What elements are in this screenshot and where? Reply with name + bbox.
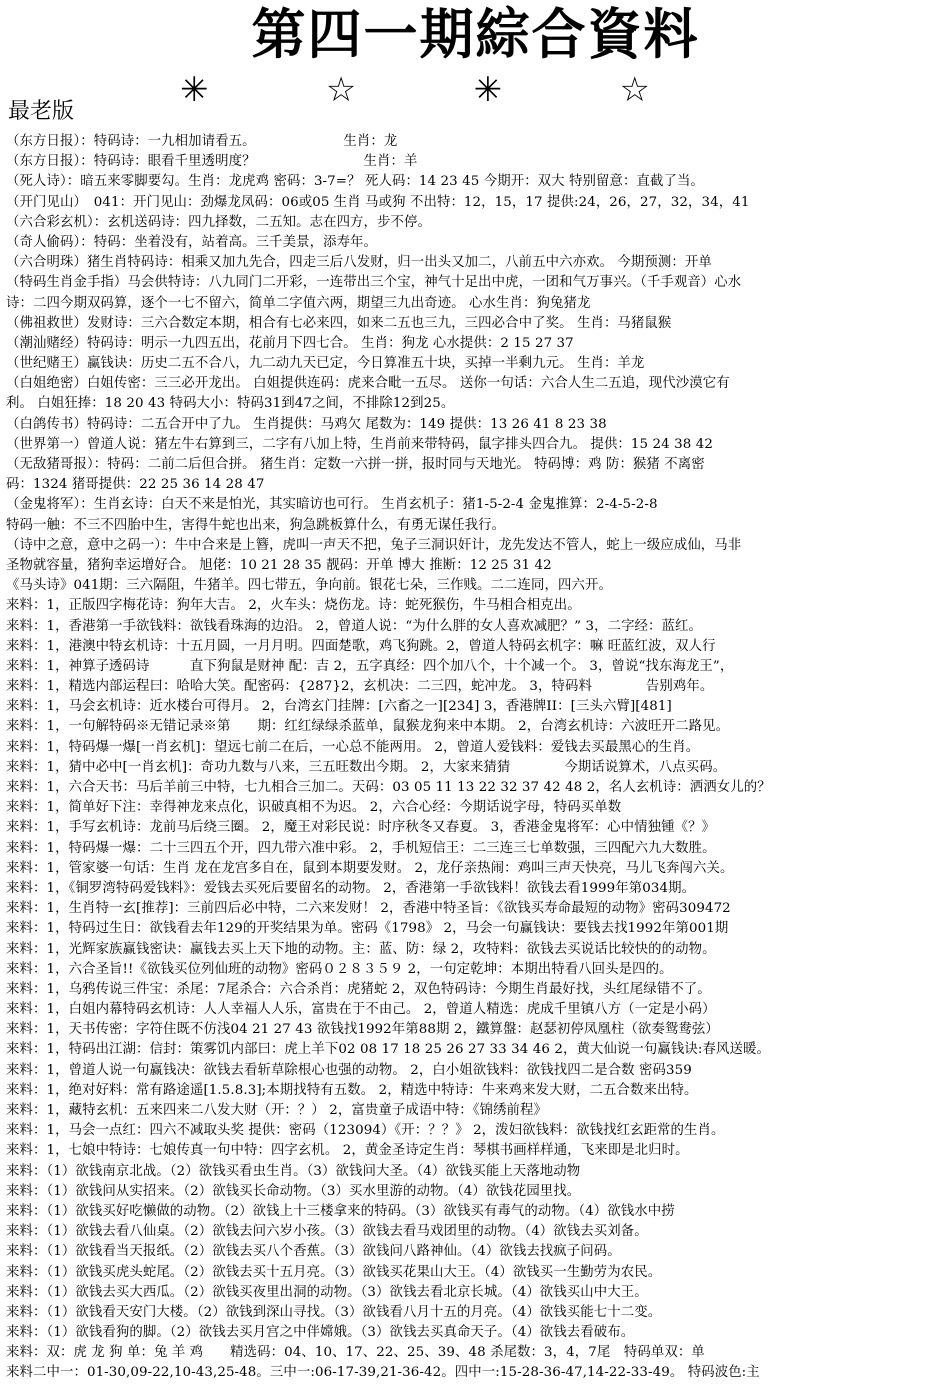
text-line: （世纪赌王）赢钱诀：历史二五不合八，九二动九天已定，今日算准五十块，买掉一半剩九元。 生肖：羊龙 [6,356,645,372]
text-line: 来料：（1）欲钱南京北战。（2）欲钱买看虫生肖。（3）欲钱问大圣。（4）欲钱买能上天落地动物 [6,1163,581,1179]
text-line: 来料：1，马会一点红：四六不减取头奖 提供：密码（123094）《开：？？》 2，泼妇欲钱料：欲钱找红玄距常的生肖。 [6,1123,725,1139]
star-decoration [180,70,650,110]
text-line: 来料：1，马会玄机诗：近水楼台可得月。 2，台湾玄门挂牌：[六畜之一][234] 3，香港牌II：[三头六臂][481] [6,699,672,715]
document-body [6,132,946,1387]
text-line: 来料：1，光辉家族赢钱密诀：赢钱去买上天下地的动物。主：蓝、防：绿 2，攻特料：欲钱去买说话比较快的的动物。 [6,941,716,957]
text-line: 来料：1，《铜罗湾特码爱钱料》：爱钱去买死后要留名的动物。 2，香港第一手欲钱料！欲钱去看1999年第034期。 [6,880,696,896]
text-line: 来料：1，正版四字梅花诗：狗年大吉。 2，火车头：烧伤龙。诗：蛇死猴伤，牛马相合相克出。 [6,598,581,614]
text-line: 来料：1，一句解特码※无错记录※第 期：红红绿绿杀蓝单，鼠猴龙狗来中本期。 2，台湾玄机诗：六波旺开二路见。 [6,719,730,735]
text-line: （白鸽传书）特码诗：二五合开中了九。 生肖提供：马鸡欠 尾数为：149 提供：13 26 41 8 23 38 [6,416,607,432]
text-line: 来料：（1）欲钱看狗的脚。（2）欲钱去买月宫之中伴嫦娥。（3）欲钱去买真命天子。（4）欲钱去看破布。 [6,1325,635,1341]
text-line: 圣物就容量，猪狗幸运增好合。 旭佬：10 21 28 35 靓码：开单 博大 推断：12 25 31 42 [6,557,552,573]
text-line: 来料：1，白姐内幕特码玄机诗：人人幸福人人乐，富贵在于不由己。 2，曾道人精选：虎成千里镇八方（一定是小码） [6,1002,716,1018]
text-line: 来料：1，管家婆一句话：生肖 龙在龙宫多自在，鼠到本期要发财。 2，龙仔亲热闹：鸡叫三声天快亮，马儿飞奔闯六关。 [6,860,734,876]
text-line: （金鬼将军）：生肖玄诗：白天不来是怕光，其实暗访也可行。 生肖玄机子：猪1-5-2-4 金鬼推算：2-4-5-2-8 [6,497,658,513]
text-line: 来料：1，特码过生日：欲钱看去年129的开奖结果为单。密码《1798》 2，马会一句赢钱诀：要钱去找1992年第001期 [6,921,729,937]
asterisk-icon: ✳ [473,70,503,110]
text-line: 来料：1，六合天书：马后羊前三中特，七九相合三加二。天码：03 05 11 13 22 32 37 42 48 2，名人玄机诗：洒洒女儿的？ [6,780,771,795]
text-line: （六合明珠）猪生肖特码诗：相乘又加九先合，四走三后八发财，归一出头又加二，八前五中六亦欢。 今期预测：开单 [6,255,712,271]
page-title: 第四一期綜合資料 [251,3,700,66]
edition-label: 最老版 [8,99,75,124]
text-line: （六合彩玄机）：玄机送码诗：四九择数，二五知。志在四方，步不停。 [6,214,431,230]
star-icon: ☆ [619,70,650,110]
text-line: 来料：1，神算子透码诗 直下狗鼠是财神 配：吉 2，五字真经：四个加八个，十个减一个。 3，曾说“找东海龙王”， [6,658,734,674]
text-line: 来料：1，猜中必中[一肖玄机]：奇功九数与八来，三五旺数出今期。 2，大家来猜猜 今期话说算术，八点买码。 [6,759,727,775]
text-line: 来料：（1）欲钱看天安门大楼。（2）欲钱到深山寻找。（3）欲钱看八月十五的月亮。（4）欲钱买能七十二变。 [6,1304,662,1320]
text-line: 《马头诗》041期：三六隔阻，牛猪羊。四七带五，争向前。银花七朵，三作贱。二二连同，四六开。 [6,578,612,594]
text-line: 来料：1，手写玄机诗：龙前马后绕三圈。 2，魔王对彩民说：时序秋冬又春夏。 3，香港金鬼将军：心中情独锺《？》 [6,820,716,836]
text-line: 来料：（1）欲钱买好吃懒做的动物。（2）欲钱上十三楼拿来的特码。（3）欲钱买有毒气的动物。（4）欲钱水中捞 [6,1203,675,1219]
star-icon: ☆ [325,70,357,110]
text-line: 来料：1，六合圣旨!!《欲钱买位列仙班的动物》密码０２８３５９ 2，一句定乾坤：本期出特看八回头是四的。 [6,961,673,977]
text-line: 来料：1，精选内部运程曰：哈哈大笑。配密码：{287}2，玄机决：二三四，蛇冲龙。 3，特码料 告别鸡年。 [6,679,714,695]
text-line: 诗：二四今期双码算，逐个一七不留六，简单二字值六两，期望三九出奇迹。 心水生肖：狗兔猪龙 [6,295,591,311]
text-line: 来料：1，特码出江湖：信封：策雾饥内部曰：虎上羊下02 08 17 18 25 26 27 33 34 46 2，黄大仙说一句赢钱诀:春风送暖。 [6,1042,770,1058]
text-line: 来料：1，简单好下注：幸得神龙来点化，识破真相不为迟。 2，六合心经：今期话说字母，特码买单数 [6,800,622,816]
text-line: 来料二中一：01-30,09-22,10-43,25-48。三中一:06-17-39,21-36-42。四中一:15-28-36-47,14-22-33-49。 特码波色:主 [6,1365,760,1381]
text-line: 来料：（1）欲钱去买大西瓜。（2）欲钱买夜里出洞的动物。（3）欲钱去看北京长城。（4）欲钱买山中大王。 [6,1284,648,1300]
text-line: （东方日报）：特码诗：一九相加请看五。 生肖：龙 [6,134,398,149]
text-line: 码：1324 猪哥提供：22 25 36 14 28 47 [6,477,265,493]
text-line: 来料：1，特码爆一爆：二十三四五个开，四九带六准中彩。 2，手机短信王：二三连三七单数强，三四配六九大数胜。 [6,840,716,856]
text-line: 来料：1，乌鸦传说三件宝：杀尾：7尾杀合：六合杀肖：虎猪蛇 2，双色特码诗：今期生肖最好找，头红尾绿错不了。 [6,981,711,997]
text-line: （白姐绝密）白姐传密：三三必开龙出。 白姐提供连码：虎来合毗一五尽。 送你一句话：六合人生二五追，现代沙漠它有 [6,376,730,392]
text-line: （潮汕赌经）特码诗：明示一九四五出，花前月下四七合。 生肖：狗龙 心水提供：2 15 27 37 [6,335,574,351]
text-line: 来料：（1）欲钱买虎头蛇尾。（2）欲钱去买十五月亮。（3）欲钱买花果山大王。（4）欲钱买一生勤劳为农民。 [6,1264,662,1280]
text-line: 利。 白姐狂捧：18 20 43 特码大小：特码31到47之间，不排除12到25。 [6,396,455,412]
text-line: 来料：1，天书传密：字符住既不仿浅04 21 27 43 欲钱找1992年第88期 2，鐵算盤：赵瑟初停凤凰柱（欲奏鸳鸯弦） [6,1022,719,1038]
text-line: 来料：1，绝对好料：常有路途遥[1.5.8.3];本期找特有五数。 2，精选中特诗：牛来鸡来发大财，二五合数来出特。 [6,1082,698,1098]
text-line: 来料：（1）欲钱问从实招来。（2）欲钱买长命动物。（3）买水里游的动物。（4）欲钱花园里找。 [6,1183,581,1199]
text-line: 来料：（1）欲钱去看八仙桌。（2）欲钱去问六岁小孩。（3）欲钱去看马戏团里的动物。（4）欲钱去买刘备。 [6,1224,648,1240]
text-line: （奇人偷码）：特码：坐着没有，站着高。三千美景，添寿年。 [6,234,378,250]
text-line: 来料：1，特码爆一爆[一肖玄机]：望远七前二在后，一心总不能两用。 2，曾道人爱钱料：爱钱去买最黑心的生肖。 [6,739,700,755]
text-line: 来料：双：虎 龙 狗 单：兔 羊 鸡 精选码：04、10、17、22、25、39、48 杀尾数：3，4，7尾 特码单双：单 [6,1345,705,1361]
text-line: （开门见山） 041：开门见山：劲爆龙凤码：06或05 生肖 马或狗 不出特：12，15，17 提供:24，26，27，32，34，41 [6,194,750,210]
text-line: （特码生肖金手指）马会供特诗：八九同门二开彩，一连带出三个宝，神气十足出中虎，一团和气万事兴。（千手观音）心水 [6,275,742,291]
text-line: 来料：（1）欲钱看当天报纸。（2）欲钱去买八个香蕉。（3）欲钱问八路神仙。（4）欲钱去找疯子问码。 [6,1244,621,1260]
text-line: 来料：1，香港第一手欲钱料：欲钱看珠海的边沿。 2，曾道人说：“为什么胖的女人喜欢减肥？” 3，二字经：蓝红。 [6,618,703,634]
text-line: 特码一触：不三不四胎中生，害得牛蛇也出来，狗急跳板算什么，有勇无谋任我行。 [6,517,506,533]
text-line: 来料：1，港澳中特玄机诗：十五月圆，一月月明。四面楚歌，鸡飞狗跳。2，曾道人特码玄机字：嘛 旺蓝红波，双人行 [6,638,716,654]
text-line: （死人诗）：暗五来零脚要勾。生肖：龙虎鸡 密码：3-7=？ 死人码：14 23 45 今期开：双大 特别留意：直截了当。 [6,174,704,190]
text-line: （世界第一）曾道人说：猪左牛右算到三，二字有八加上特，生肖前来带特码，鼠字排头四合九。 提供：15 24 38 42 [6,436,713,452]
text-line: （无敌猪哥报）：特码：二前二后但合拼。 猪生肖：定数一六拼一拼，报时同与天地光。 特码博：鸡 防：猴猪 不离密 [6,457,705,472]
text-line: （诗中之意，意中之码一）：牛中合来是上簪，虎叫一声天不把，兔子三洞识奸计，龙先发达不管人，蛇上一级应成仙，马非 [6,537,742,553]
text-line: （东方日报）：特码诗：眼看千里透明度？ 生肖：羊 [6,154,418,170]
text-line: 来料：1，七娘中特诗：七娘传真一句中特：四字玄机。 2，黄金圣诗定生肖：琴棋书画样样通，飞来即是北归时。 [6,1143,689,1159]
text-line: 来料：1，藏特玄机：五来四来二八发大财（开：？） 2，富贵童子成语中特：《锦绣前程》 [6,1103,548,1118]
text-line: （佛祖救世）发财诗：三六合数定本期，相合有七必来四，如来二五也三九，三四必合中了奖。 生肖：马猪鼠猴 [6,315,672,331]
asterisk-icon: ✳ [180,70,209,110]
text-line: 来料：1，生肖特一玄[推荐]：三前四后必中特，二六来发财！ 2，香港中特圣旨：《欲钱买寿命最短的动物》密码309472 [6,901,731,917]
text-line: 来料：1，曾道人说一句赢钱决：欲钱去看斩草除根心也强的动物。 2，白小姐欲钱料：欲钱找四二是合数 密码359 [6,1062,692,1078]
